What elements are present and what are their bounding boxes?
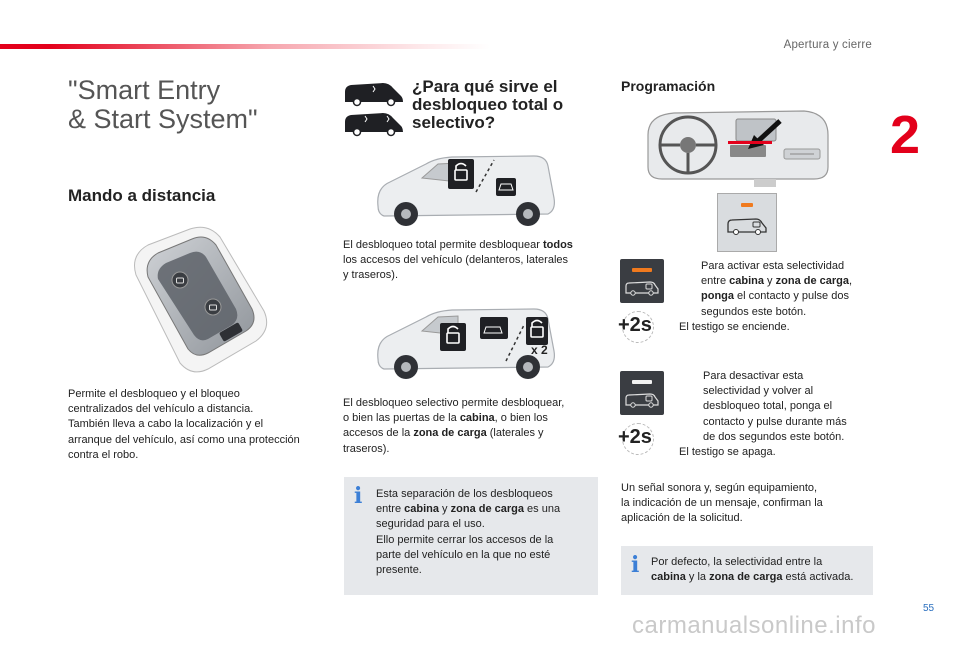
text-bold: cabina xyxy=(651,571,686,584)
text-segment: entre xyxy=(701,275,730,288)
text-line: Por defecto, la selectividad entre la xyxy=(651,556,823,568)
two-seconds-label: +2s xyxy=(618,314,652,336)
info-note-right xyxy=(621,546,873,595)
van-side-icons xyxy=(343,80,405,138)
text-line: parte del vehículo en la que no esté xyxy=(376,548,551,561)
two-seconds-icon xyxy=(618,423,660,453)
section-title: Apertura y cierre xyxy=(783,39,872,51)
text-segment: accesos de la xyxy=(343,427,414,440)
activate-instructions xyxy=(679,259,869,335)
two-seconds-icon xyxy=(618,311,660,341)
text-line: de dos segundos este botón. xyxy=(703,430,845,443)
page-title-line: "Smart Entry xyxy=(68,75,221,105)
text-line: y traseros). xyxy=(343,269,399,282)
info-icon: i xyxy=(354,483,363,509)
info-note-middle xyxy=(344,477,598,595)
text-line: contra el robo. xyxy=(68,448,139,461)
info-note-text xyxy=(376,487,591,578)
header-accent-bar xyxy=(0,44,490,49)
text-line: centralizados del vehículo a distancia. xyxy=(68,403,254,416)
result-text: El testigo se enciende. xyxy=(679,320,790,333)
led-off-icon xyxy=(632,380,652,384)
text-line: Esta separación de los desbloqueos xyxy=(376,488,553,500)
text-segment: es una xyxy=(523,503,561,516)
text-line: aplicación de la solicitud. xyxy=(621,512,743,525)
button-led-off xyxy=(620,371,664,415)
remote-description xyxy=(68,387,328,463)
text-line: seguridad para el uso. xyxy=(376,518,485,531)
text-bold: zona de carga xyxy=(775,275,849,288)
text-segment: está activada. xyxy=(782,571,854,584)
text-bold: cabina xyxy=(729,275,764,288)
text-bold: zona de carga xyxy=(709,571,783,584)
text-line: segundos este botón. xyxy=(701,305,807,318)
heading-line: ¿Para qué sirve el xyxy=(412,77,558,96)
led-on-icon xyxy=(632,268,652,272)
text-line: presente. xyxy=(376,564,422,577)
text-line: los accesos del vehículo (delanteros, laterales xyxy=(343,254,569,267)
text-segment: entre xyxy=(376,503,405,516)
text-bold: todos xyxy=(542,239,573,251)
programming-heading: Programación xyxy=(621,78,716,94)
page-title xyxy=(68,76,258,134)
text-bold: ponga xyxy=(701,290,734,303)
text-bold: cabina xyxy=(459,412,495,425)
text-line: la indicación de un mensaje, confirman la xyxy=(621,497,823,510)
indicator-led-icon xyxy=(741,203,753,207)
confirmation-text xyxy=(621,481,871,527)
text-segment: , o bien los xyxy=(494,412,548,425)
two-seconds-label: +2s xyxy=(618,426,652,448)
text-line: Ello permite cerrar los accesos de la xyxy=(376,533,554,546)
page-title-line: & Start System" xyxy=(68,104,258,134)
text-line: También lleva a cabo la localización y el xyxy=(68,418,264,431)
text-segment: (laterales y xyxy=(486,427,544,440)
text-segment: , xyxy=(848,275,853,288)
text-line: selectividad y volver al xyxy=(703,385,814,398)
van-lock-icon xyxy=(726,216,768,238)
heading-line: selectivo? xyxy=(412,113,496,132)
info-note-text xyxy=(651,555,871,585)
text-line: desbloqueo total, ponga el xyxy=(703,400,833,413)
text-bold: zona de carga xyxy=(413,427,487,440)
text-segment: El desbloqueo total permite desbloquear xyxy=(343,239,543,251)
deactivate-instructions xyxy=(679,369,869,460)
dashboard-illustration xyxy=(644,105,832,187)
text-segment: y la xyxy=(685,571,710,584)
key-fob-illustration xyxy=(128,225,273,375)
total-unlock-text xyxy=(343,238,603,284)
text-line: El desbloqueo selectivo permite desbloquear, xyxy=(343,397,565,409)
text-segment: o bien las puertas de la xyxy=(343,412,460,425)
text-bold: cabina xyxy=(404,503,439,516)
text-line: traseros). xyxy=(343,442,390,455)
chapter-number: 2 xyxy=(890,105,921,165)
heading-line: desbloqueo total o xyxy=(412,95,564,114)
press-twice-label: x 2 xyxy=(531,343,548,357)
text-segment: el contacto y pulse dos xyxy=(734,290,849,303)
text-line: Para activar esta selectividad xyxy=(701,260,845,272)
text-bold: zona de carga xyxy=(450,503,524,516)
section-heading-remote: Mando a distancia xyxy=(68,186,216,205)
page-number: 55 xyxy=(923,603,935,614)
text-line: Un señal sonora y, según equipamiento, xyxy=(621,482,818,494)
info-icon: i xyxy=(631,552,640,578)
text-line: arranque del vehículo, así como una protección xyxy=(68,433,300,446)
button-led-on xyxy=(620,259,664,303)
van-lock-icon xyxy=(624,391,660,411)
text-segment: y xyxy=(764,275,776,288)
question-heading xyxy=(412,78,602,132)
text-segment: y xyxy=(439,503,451,516)
text-line: contacto y pulse durante más xyxy=(703,415,847,428)
result-text: El testigo se apaga. xyxy=(679,446,776,459)
van-total-unlock-illustration xyxy=(372,152,560,230)
text-line: Para desactivar esta xyxy=(703,370,804,382)
van-lock-icon xyxy=(624,279,660,299)
selectivity-button-closeup xyxy=(717,193,777,252)
text-line: Permite el desbloqueo y el bloqueo xyxy=(68,388,240,400)
watermark-text: carmanualsonline.info xyxy=(632,612,876,639)
selective-unlock-text xyxy=(343,396,605,457)
